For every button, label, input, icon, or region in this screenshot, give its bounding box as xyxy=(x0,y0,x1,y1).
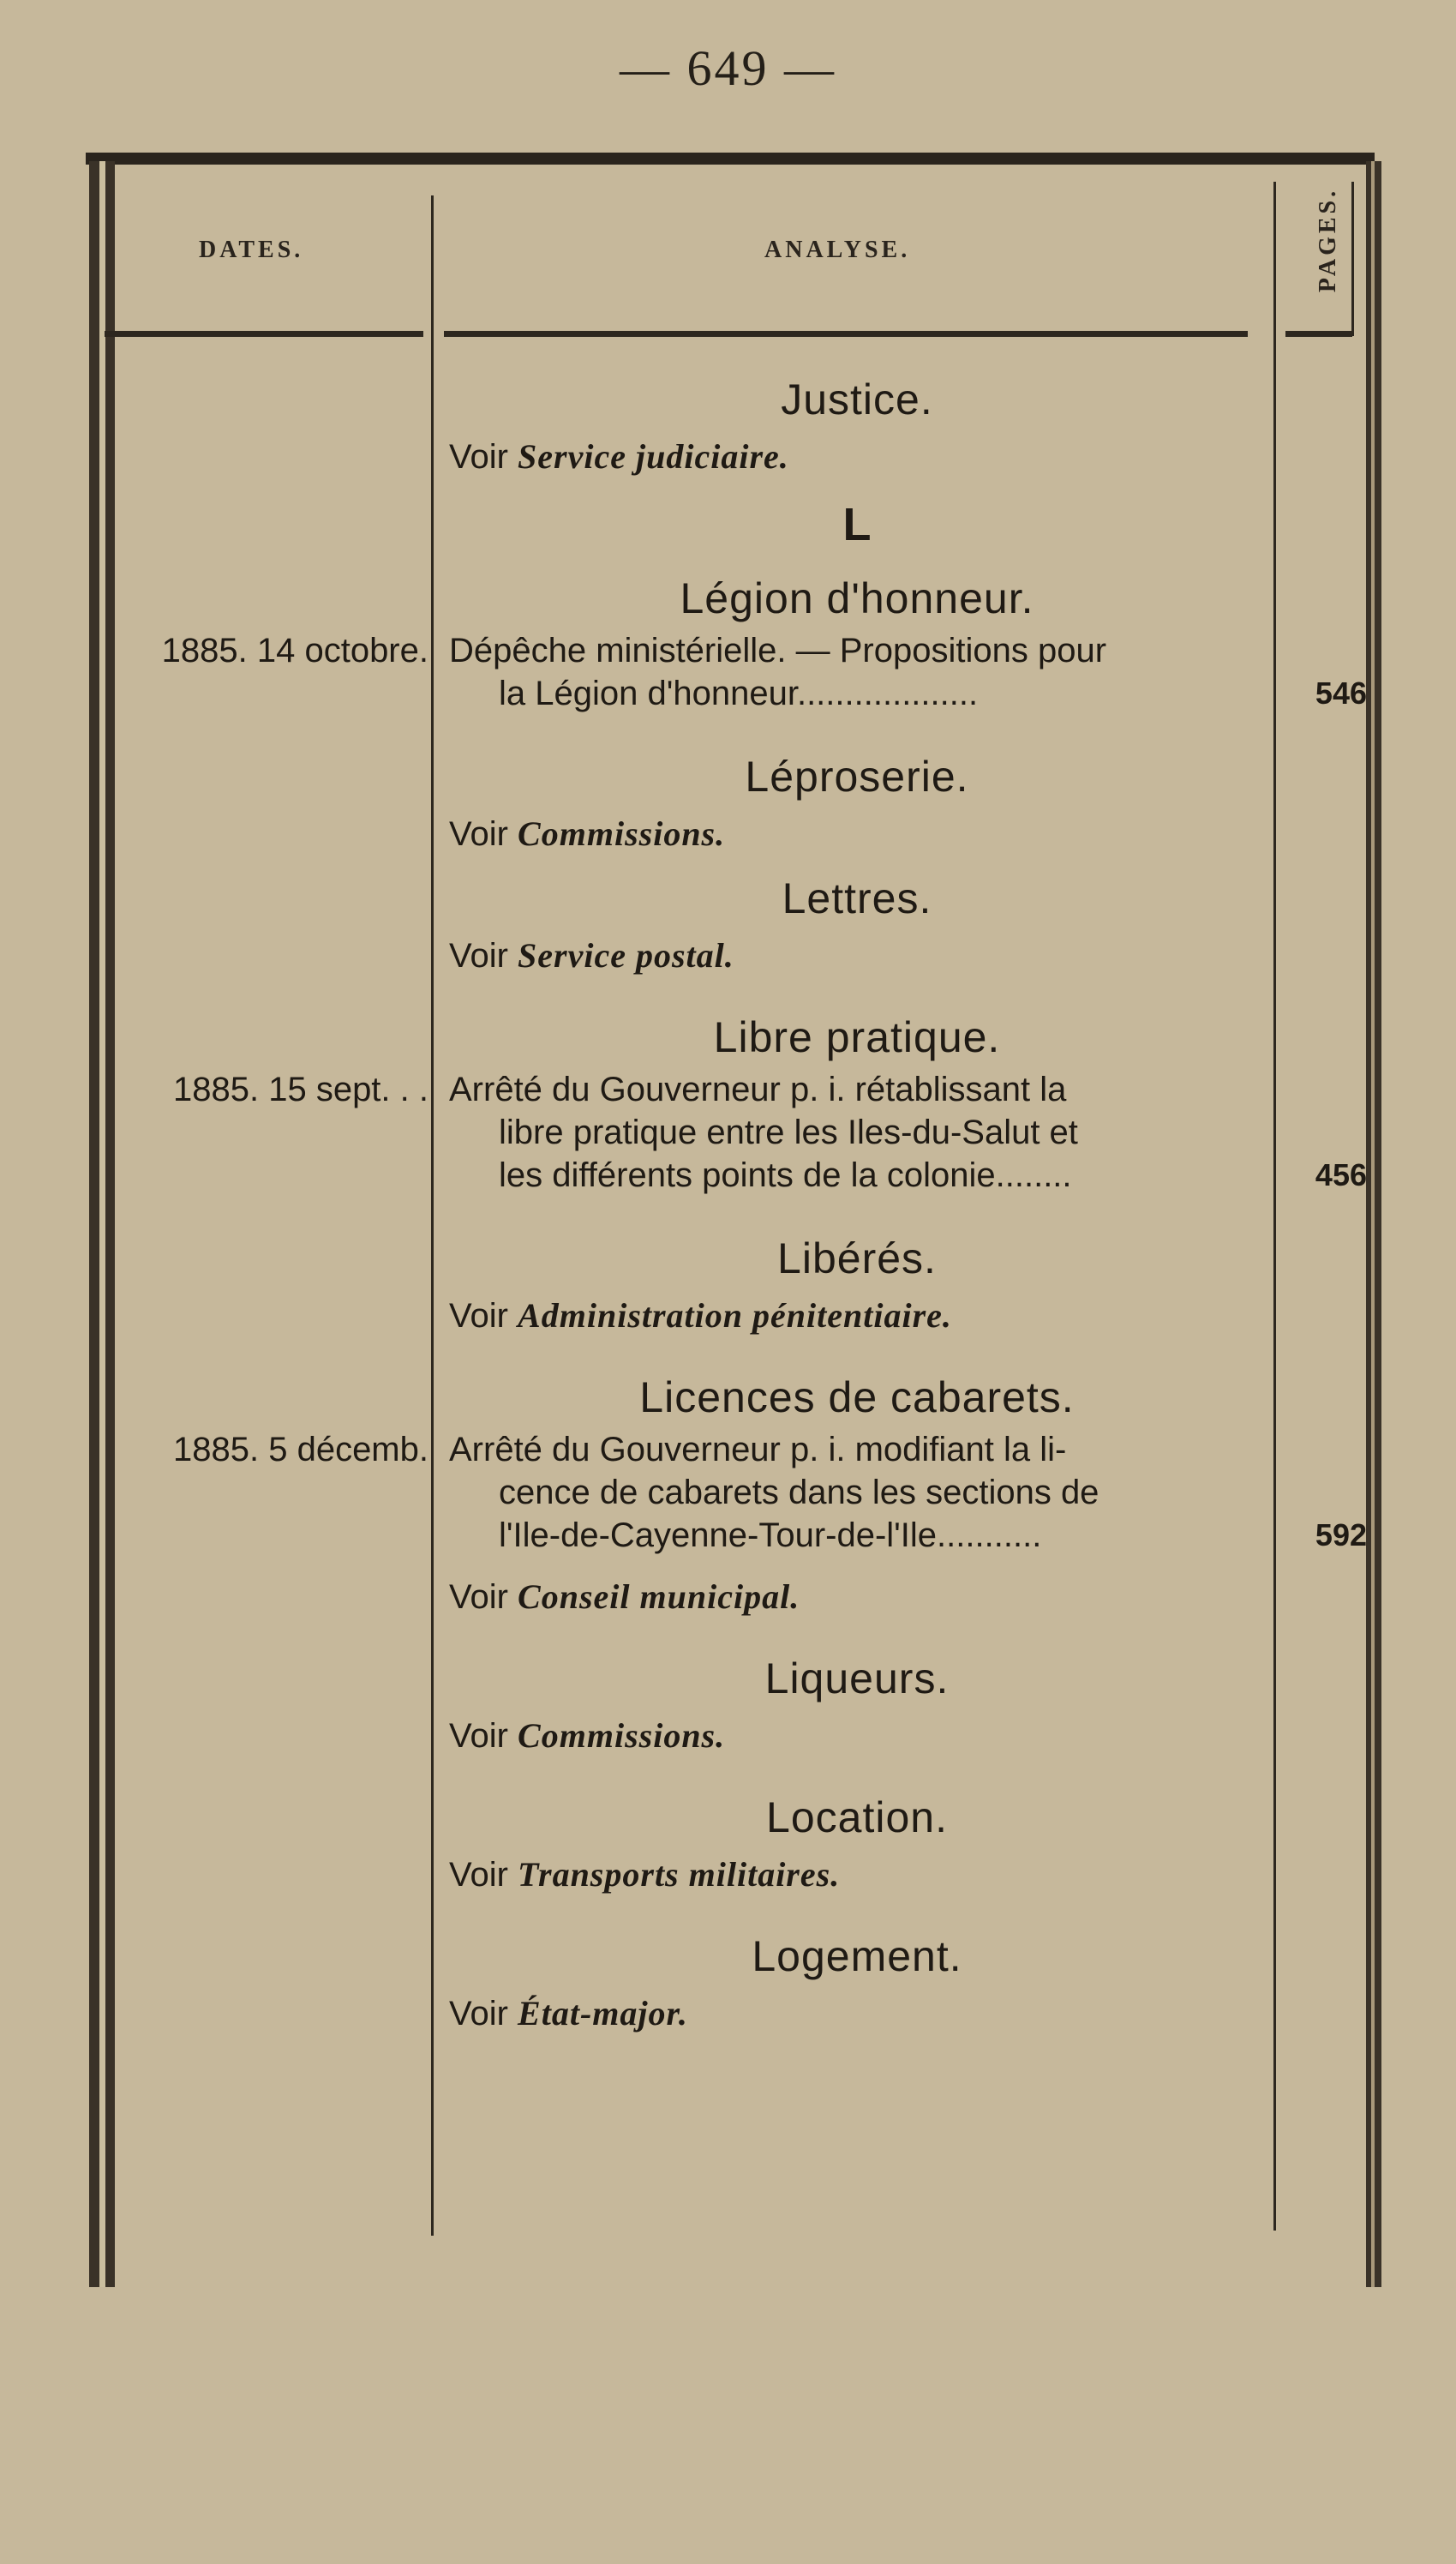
entry-page: 546 xyxy=(1315,676,1367,711)
entry-line: Arrêté du Gouverneur p. i. modifiant la li- xyxy=(449,1431,1067,1468)
entry-line: la Légion d'honneur................... xyxy=(499,675,979,712)
section-title-liqueurs: Liqueurs. xyxy=(764,1654,950,1702)
analyse-column xyxy=(161,369,1367,2047)
analyse-header-rule xyxy=(444,331,1248,337)
see-also-prefix: Voir xyxy=(449,1297,518,1335)
see-also-prefix: Voir xyxy=(449,438,518,476)
see-also-prefix: Voir xyxy=(449,1717,518,1755)
pages-header-rule xyxy=(1285,331,1352,337)
see-also-ref: Administration pénitentiaire. xyxy=(518,1296,952,1335)
entry-licences xyxy=(173,1428,1367,1557)
see-also-prefix: Voir xyxy=(449,937,518,975)
pages-header-label: PAGES. xyxy=(1315,187,1341,293)
see-also-prefix: Voir xyxy=(449,1856,518,1894)
entry-line: Arrêté du Gouverneur p. i. rétablissant la xyxy=(449,1071,1067,1108)
table-top-border xyxy=(86,153,1375,165)
see-also-ref: Service judiciaire. xyxy=(518,437,789,476)
see-also-location xyxy=(446,1848,1268,1908)
entry-line: les différents points de la colonie........ xyxy=(499,1156,1072,1194)
entry-libre-pratique xyxy=(173,1068,1367,1197)
see-also-lettres xyxy=(446,929,1268,989)
pages-column-divider xyxy=(1273,182,1276,2231)
dates-column-divider xyxy=(431,195,434,2236)
entry-date: 1885. 5 décemb. xyxy=(173,1431,428,1468)
entry-line: cence de cabarets dans les sections de xyxy=(499,1474,1099,1511)
section-title-liberes: Libérés. xyxy=(777,1234,937,1282)
see-also-prefix: Voir xyxy=(449,815,518,853)
section-title-location: Location. xyxy=(766,1793,948,1841)
section-title-justice: Justice. xyxy=(781,375,933,423)
section-letter: L xyxy=(842,499,872,550)
section-title-logement: Logement. xyxy=(752,1932,962,1980)
pages-header xyxy=(1309,171,1347,309)
entry-page: 456 xyxy=(1315,1157,1367,1192)
see-also-prefix: Voir xyxy=(449,1578,518,1616)
see-also-prefix: Voir xyxy=(449,1995,518,2033)
page-number: — 649 — xyxy=(620,40,836,96)
see-also-ref: Transports militaires. xyxy=(518,1855,841,1894)
see-also-liqueurs xyxy=(446,1709,1268,1769)
entry-legion xyxy=(161,629,1367,715)
see-also-licences xyxy=(446,1570,1268,1630)
see-also-ref: État-major. xyxy=(518,1994,688,2033)
entry-line: libre pratique entre les Iles-du-Salut et xyxy=(499,1114,1078,1151)
section-title-libre-pratique: Libre pratique. xyxy=(713,1013,1001,1061)
table-left-border xyxy=(89,161,115,2287)
section-title-licences: Licences de cabarets. xyxy=(639,1373,1075,1421)
dates-header: DATES. xyxy=(199,237,304,263)
section-title-leproserie: Léproserie. xyxy=(745,753,969,801)
see-also-liberes xyxy=(446,1289,1268,1349)
analyse-header: ANALYSE. xyxy=(764,237,911,263)
pages-header-divider xyxy=(1351,182,1354,336)
see-also-ref: Commissions. xyxy=(518,1716,726,1755)
dates-header-rule xyxy=(105,331,423,337)
section-title-legion: Légion d'honneur. xyxy=(680,574,1034,622)
section-title-lettres: Lettres. xyxy=(782,874,932,922)
entry-date: 1885. 15 sept. . . xyxy=(173,1071,428,1108)
entry-line: l'Ile-de-Cayenne-Tour-de-l'Ile........... xyxy=(499,1516,1042,1554)
entry-page: 592 xyxy=(1315,1517,1367,1552)
see-also-ref: Service postal. xyxy=(518,936,734,975)
see-also-ref: Commissions. xyxy=(518,814,726,853)
entry-line: Dépêche ministérielle. — Propositions pour xyxy=(449,632,1107,670)
see-also-justice xyxy=(446,430,1268,490)
table-right-border xyxy=(1366,161,1381,2287)
see-also-ref: Conseil municipal. xyxy=(518,1577,800,1616)
see-also-leproserie xyxy=(446,808,1268,868)
see-also-logement xyxy=(446,1987,1268,2047)
entry-date: 1885. 14 octobre. xyxy=(161,632,428,670)
